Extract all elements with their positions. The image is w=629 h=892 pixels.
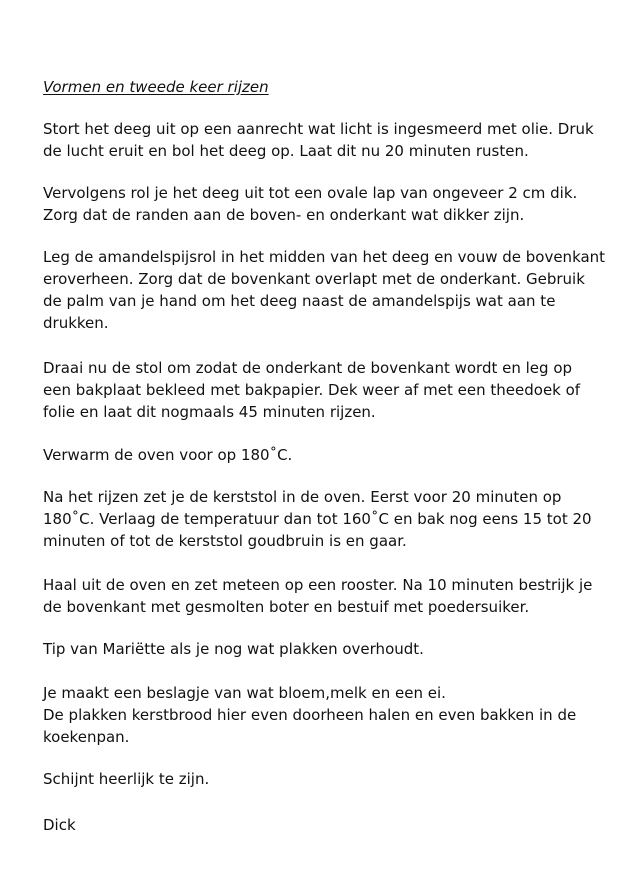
- paragraph-second-rise: [43, 357, 613, 423]
- paragraph-baking: [43, 486, 613, 552]
- paragraph-line: Verwarm de oven voor op 180˚C.: [43, 446, 293, 464]
- paragraph-line: de bovenkant met gesmolten boter en bestuif met poedersuiker.: [43, 598, 530, 616]
- paragraph-line: eroverheen. Zorg dat de bovenkant overlapt met de onderkant. Gebruik: [43, 270, 585, 288]
- paragraph-roll-dough: [43, 182, 613, 226]
- paragraph-line: Na het rijzen zet je de kerststol in de oven. Eerst voor 20 minuten op: [43, 488, 562, 506]
- paragraph-line: de palm van je hand om het deeg naast de amandelspijs wat aan te: [43, 292, 556, 310]
- paragraph-line: de lucht eruit en bol het deeg op. Laat dit nu 20 minuten rusten.: [43, 142, 529, 160]
- paragraph-line: Stort het deeg uit op een aanrecht wat licht is ingesmeerd met olie. Druk: [43, 120, 594, 138]
- paragraph-line: 180˚C. Verlaag de temperatuur dan tot 160˚C en bak nog eens 15 tot 20: [43, 510, 592, 528]
- signature-name: Dick: [43, 816, 76, 834]
- paragraph-line: Draai nu de stol om zodat de onderkant de bovenkant wordt en leg op: [43, 359, 573, 377]
- paragraph-closing-remark: [43, 768, 613, 790]
- paragraph-almond-paste: [43, 246, 613, 334]
- paragraph-line: folie en laat dit nogmaals 45 minuten rijzen.: [43, 403, 376, 421]
- paragraph-line: De plakken kerstbrood hier even doorheen halen en even bakken in de: [43, 706, 577, 724]
- paragraph-line: Haal uit de oven en zet meteen op een rooster. Na 10 minuten bestrijk je: [43, 576, 593, 594]
- paragraph-line: Schijnt heerlijk te zijn.: [43, 770, 210, 788]
- paragraph-line: Tip van Mariëtte als je nog wat plakken overhoudt.: [43, 640, 424, 658]
- paragraph-shape-dough: [43, 118, 613, 162]
- paragraph-line: minuten of tot de kerststol goudbruin is en gaar.: [43, 532, 407, 550]
- signature: [43, 814, 613, 836]
- paragraph-line: koekenpan.: [43, 728, 130, 746]
- paragraph-line: Je maakt een beslagje van wat bloem,melk en een ei.: [43, 684, 446, 702]
- paragraph-line: drukken.: [43, 314, 109, 332]
- section-heading: Vormen en tweede keer rijzen: [43, 78, 269, 96]
- paragraph-line: een bakplaat bekleed met bakpapier. Dek weer af met een theedoek of: [43, 381, 581, 399]
- section-heading-block: [43, 76, 613, 98]
- paragraph-line: Zorg dat de randen aan de boven- en onderkant wat dikker zijn.: [43, 206, 525, 224]
- paragraph-finishing: [43, 574, 613, 618]
- paragraph-line: Vervolgens rol je het deeg uit tot een ovale lap van ongeveer 2 cm dik.: [43, 184, 578, 202]
- paragraph-line: Leg de amandelspijsrol in het midden van het deeg en vouw de bovenkant: [43, 248, 606, 266]
- paragraph-preheat-oven: [43, 444, 613, 466]
- paragraph-tip: [43, 638, 613, 660]
- paragraph-batter: [43, 682, 613, 748]
